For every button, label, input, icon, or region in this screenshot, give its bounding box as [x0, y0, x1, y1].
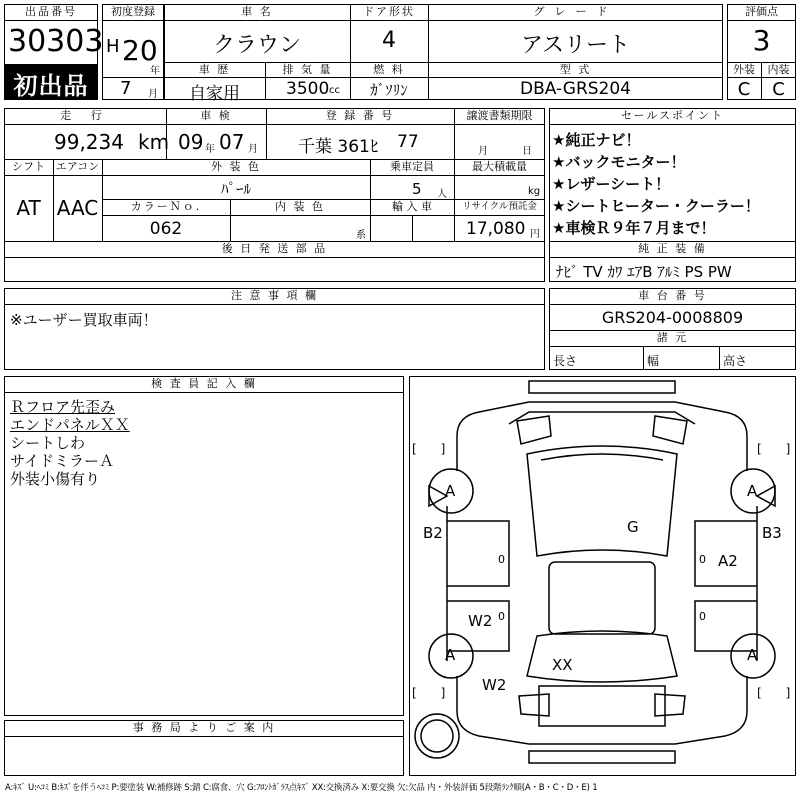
- inspection-label: 車 検: [200, 109, 232, 122]
- seats-label: 乗車定員: [390, 160, 434, 173]
- equipment-items: ﾅﾋﾞ TV ｶﾜ ｴｱB ｱﾙﾐ PS PW: [556, 263, 732, 281]
- import-label: 輸 入 車: [392, 200, 432, 213]
- office-label: 事 務 局 よ り ご 案 内: [132, 721, 276, 734]
- mileage: 99,234: [54, 130, 124, 154]
- recycle-fee: 17,080: [466, 219, 526, 239]
- mileage-label: 走 行: [60, 109, 110, 122]
- doors: 4: [382, 28, 396, 53]
- damage-xx: XX: [552, 656, 573, 674]
- damage-g: G: [627, 518, 639, 536]
- sales-point: ★シートヒーター・クーラー！: [552, 197, 760, 215]
- width-label: 幅: [647, 354, 660, 368]
- inspector-label: 検 査 員 記 入 欄: [151, 377, 257, 390]
- document-day-unit: 日: [522, 146, 532, 157]
- history-label: 車 歴: [198, 63, 231, 76]
- listing-number-label: 出品番号: [25, 5, 77, 18]
- seats-unit: 人: [437, 189, 447, 200]
- damage-legend: A:ｷｽﾞ U:ﾍｺﾐ B:ｷｽﾞを伴うﾍｺﾐ P:要塗装 W:補修跡 S:錆 C:腐食、穴 G:ﾌﾛﾝﾄｶﾞﾗｽ点ｷｽﾞ XX:交換済み X:要交換 欠:欠品 内・外装評価 5段階ﾗﾝｸ順(A・B・C・D・E) 1: [5, 783, 598, 793]
- sales-point: ★バックモニター！: [552, 153, 686, 171]
- registration-area: 千葉 361ﾋ: [298, 137, 379, 157]
- car-name-label: 車 名: [241, 5, 273, 18]
- chassis-number: GRS204-0008809: [601, 308, 744, 327]
- mark-zero: 0: [699, 553, 706, 566]
- damage-b3: B3: [762, 524, 782, 542]
- inspector-line: 外装小傷有り: [10, 470, 101, 488]
- score: 3: [752, 24, 771, 57]
- inspector-line: サイドミラーＡ: [10, 452, 114, 470]
- inspector-line: エンドパネルＸＸ: [10, 416, 130, 434]
- registration-number: 77: [397, 132, 419, 152]
- chassis-label: 車 台 番 号: [638, 289, 707, 302]
- damage-a2: A2: [718, 552, 738, 570]
- interior-grade: C: [772, 79, 785, 100]
- year-unit: 年: [150, 66, 160, 77]
- height-label: 高さ: [723, 354, 748, 368]
- equipment-label: 純 正 装 備: [638, 242, 707, 255]
- aircon: AAC: [56, 196, 99, 220]
- cc-unit: cc: [329, 85, 340, 96]
- doors-label: ドア形状: [363, 5, 415, 18]
- sales-point: ★レザーシート！: [552, 175, 671, 193]
- color-number: 062: [149, 219, 183, 239]
- sales-point: ★車検Ｒ９年７月まで！: [552, 219, 716, 237]
- month-unit: 月: [148, 89, 158, 100]
- tire-mark-fr: A: [747, 482, 758, 500]
- dimensions-label: 諸 元: [656, 331, 689, 344]
- aircon-label: エアコン: [55, 160, 100, 173]
- car-outline-diagram: [409, 376, 796, 776]
- notes-text: ※ユーザー買取車両！: [10, 311, 158, 329]
- sales-points-label: セールスポイント: [620, 109, 724, 122]
- mark-zero: 0: [699, 610, 706, 623]
- color-number-label: カラーＮｏ.: [130, 200, 202, 213]
- inspection-year: 09: [178, 130, 204, 154]
- first-reg-year: 20: [122, 34, 158, 67]
- tire-mark-rr: A: [747, 646, 758, 664]
- exterior-color: ﾊﾟｰﾙ: [220, 180, 251, 198]
- bracket-mark: [ ]: [412, 686, 446, 700]
- interior-label: 内装: [767, 63, 790, 76]
- inspection-month: 07: [219, 130, 245, 154]
- recycle-label: リサイクル預託金: [462, 201, 537, 212]
- exterior-grade: C: [737, 79, 751, 100]
- model-code: DBA-GRS204: [520, 79, 631, 99]
- bracket-mark: [ ]: [412, 442, 446, 456]
- first-reg-month: 7: [120, 78, 132, 99]
- fuel-label: 燃 料: [373, 63, 405, 76]
- seats: 5: [412, 180, 422, 198]
- damage-w2-rear: W2: [482, 676, 507, 694]
- kg-unit: kg: [528, 186, 541, 197]
- first-listing-text: 初出品: [13, 72, 89, 100]
- mark-zero: 0: [498, 610, 505, 623]
- exterior-label: 外装: [733, 63, 755, 76]
- inspection-year-unit: 年: [205, 144, 215, 155]
- first-reg-label: 初度登録: [111, 5, 155, 18]
- notes-label: 注 意 事 項 欄: [231, 289, 318, 302]
- bracket-mark: [ ]: [757, 442, 791, 456]
- era: H: [106, 36, 120, 57]
- later-parts-label: 後 日 発 送 部 品: [221, 242, 328, 255]
- mark-zero: 0: [498, 553, 505, 566]
- max-load-label: 最大積載量: [472, 160, 527, 173]
- exterior-color-label: 外 装 色: [211, 160, 261, 173]
- history: 自家用: [189, 84, 240, 104]
- shift: AT: [16, 196, 41, 220]
- km-unit: km: [138, 130, 170, 154]
- registration-label: 登 録 番 号: [325, 109, 395, 122]
- yen-unit: 円: [530, 229, 540, 240]
- inspection-month-unit: 月: [248, 144, 258, 155]
- model-label: 型 式: [559, 63, 592, 76]
- score-label: 評価点: [745, 5, 778, 18]
- tire-mark-fl: A: [445, 482, 456, 500]
- grade-label: グレード: [533, 5, 618, 18]
- document-deadline-label: 譲渡書類期限: [466, 109, 533, 122]
- sales-point: ★純正ナビ！: [552, 131, 641, 149]
- inspector-line: シートしわ: [10, 434, 86, 452]
- listing-number: 30303: [8, 24, 104, 59]
- damage-b2: B2: [423, 524, 443, 542]
- interior-color-unit: 系: [356, 230, 366, 241]
- document-month-unit: 月: [478, 146, 488, 157]
- fuel: ｶﾞｿﾘﾝ: [370, 81, 408, 99]
- damage-w2-left: W2: [468, 612, 493, 630]
- car-name: クラウン: [212, 33, 301, 58]
- displacement-label: 排 気 量: [282, 63, 333, 76]
- shift-label: シフト: [12, 160, 45, 173]
- tire-mark-rl: A: [445, 646, 456, 664]
- interior-color-label: 内 装 色: [275, 200, 325, 213]
- displacement: 3500: [286, 79, 330, 99]
- bracket-mark: [ ]: [757, 686, 791, 700]
- inspector-line: Ｒフロア先歪み: [10, 398, 116, 416]
- length-label: 長さ: [553, 354, 578, 368]
- grade: アスリート: [520, 33, 631, 58]
